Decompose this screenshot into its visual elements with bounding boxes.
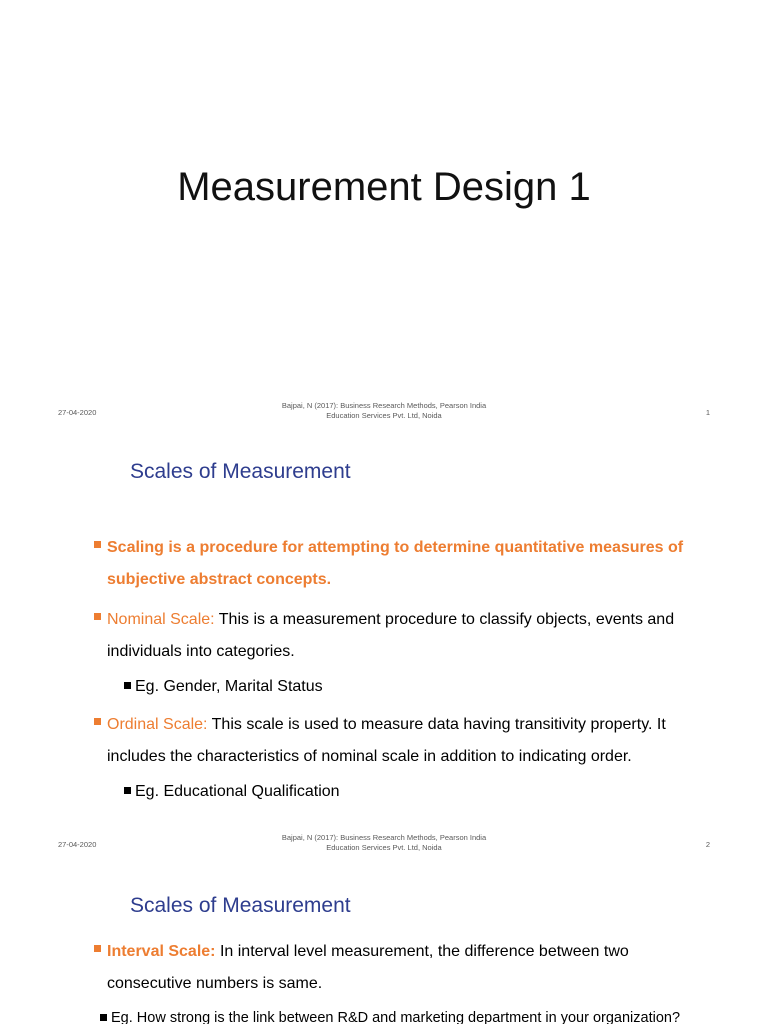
footer-date: 27-04-2020: [58, 840, 97, 849]
orange-square-bullet-icon: [94, 613, 101, 620]
sub-bullet-text: Eg. Educational Qualification: [135, 783, 340, 800]
footer-citation-line-1: Bajpai, N (2017): Business Research Methods, Pearson India: [281, 401, 487, 410]
list-item: [94, 709, 714, 773]
bullet-list: [94, 532, 714, 814]
bullet-list: [94, 936, 714, 1024]
bullet-text: This is a measurement procedure to classify objects, events and individuals into categories.: [107, 611, 675, 660]
bullet-term: Nominal Scale:: [107, 611, 215, 628]
orange-square-bullet-icon: [94, 541, 101, 548]
slide-2: [0, 432, 768, 864]
sub-bullet-text: Eg. How strong is the link between R&D and marketing department in your organization?: [111, 1010, 681, 1024]
footer-citation-line-2: Education Services Pvt. Ltd, Noida: [326, 411, 442, 420]
bullet-text: This scale is used to measure data having transitivity property. It includes the characteristics of nominal scale in addition to indicating order.: [107, 716, 666, 765]
bullet-term: Interval Scale:: [107, 943, 216, 960]
footer-date: 27-04-2020: [58, 408, 97, 417]
slide-title: Measurement Design 1: [177, 165, 591, 209]
footer-citation-line-1: Bajpai, N (2017): Business Research Methods, Pearson India: [281, 833, 487, 842]
footer-citation: [234, 833, 534, 853]
slide-footer: [0, 832, 768, 862]
slide-1: [0, 0, 768, 432]
slide-footer: [0, 400, 768, 430]
slide-3: [0, 864, 768, 1024]
black-square-bullet-icon: [124, 787, 131, 794]
sub-list-item: [94, 676, 714, 697]
orange-square-bullet-icon: [94, 718, 101, 725]
footer-page-number: 1: [705, 408, 710, 417]
bullet-text: In interval level measurement, the difference between two consecutive numbers is same.: [107, 943, 629, 992]
footer-citation: [234, 401, 534, 421]
sub-list-item: [94, 781, 714, 802]
black-square-bullet-icon: [124, 682, 131, 689]
sub-list-item: [94, 1008, 714, 1024]
list-item: [94, 532, 714, 596]
list-item: [94, 604, 714, 668]
sub-bullet-text: Eg. Gender, Marital Status: [135, 678, 323, 695]
footer-page-number: 2: [705, 840, 710, 849]
orange-square-bullet-icon: [94, 945, 101, 952]
slide-heading: Scales of Measurement: [130, 894, 351, 917]
bullet-text: Scaling is a procedure for attempting to determine quantitative measures of subjective abstract concepts.: [107, 539, 684, 588]
footer-citation-line-2: Education Services Pvt. Ltd, Noida: [326, 843, 442, 852]
bullet-term: Ordinal Scale:: [107, 716, 208, 733]
black-square-bullet-icon: [100, 1014, 107, 1021]
list-item: [94, 936, 714, 1000]
slide-heading: Scales of Measurement: [130, 460, 351, 483]
